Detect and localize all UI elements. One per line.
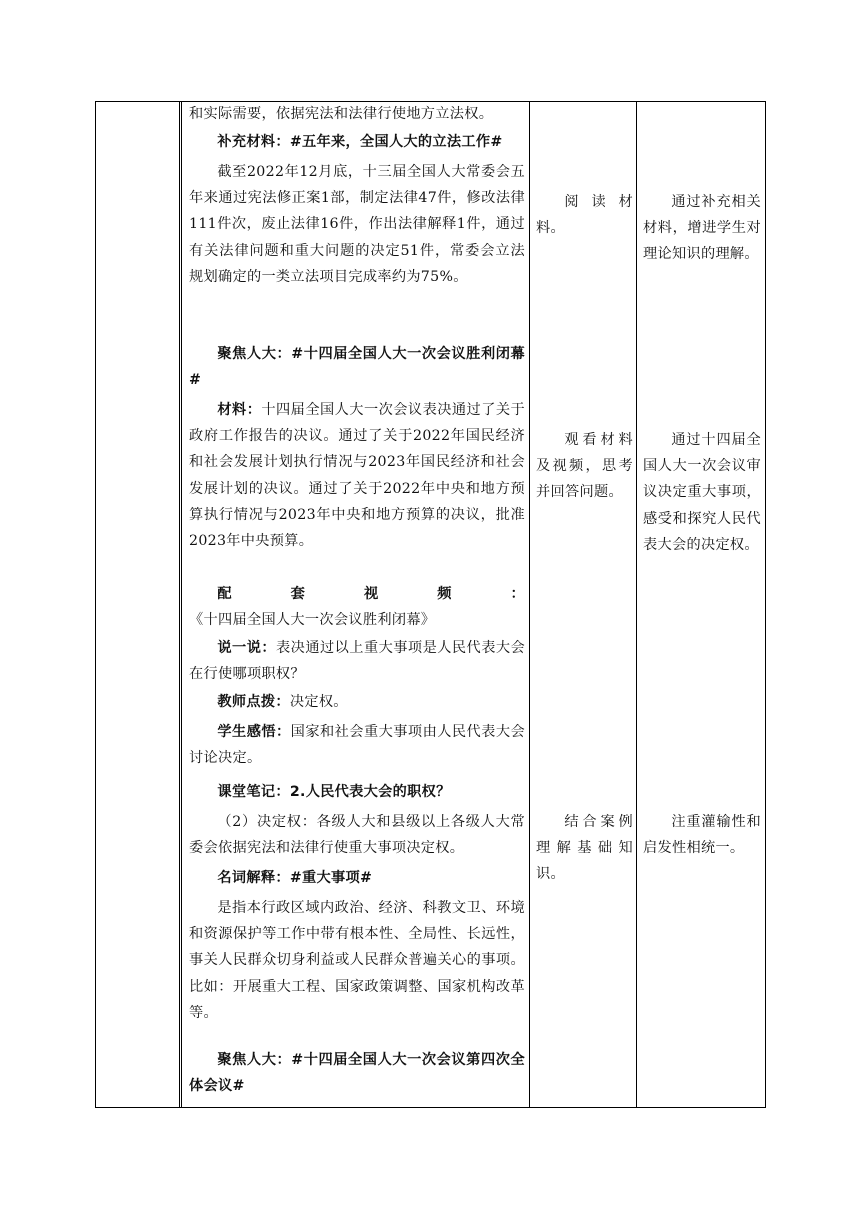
- focus-heading-2: 聚焦人大：#十四届全国人大一次会议第四次全体会议#: [189, 1052, 525, 1095]
- focus-heading-1: 聚焦人大：#十四届全国人大一次会议胜利闭幕#: [189, 346, 525, 389]
- activity-3: 结合案例理解基础知识。: [536, 814, 633, 883]
- table-bottom-border: [95, 1107, 766, 1108]
- student-insight-label: 学生感悟：: [217, 724, 291, 740]
- design-1: 通过补充相关材料，增进学生对理论知识的理解。: [643, 194, 761, 263]
- material-paragraph: [189, 397, 525, 554]
- table-border-right: [765, 101, 766, 1108]
- activity-2: 观看材料及视频，思考并回答问题。: [536, 432, 633, 501]
- material-text: 十四届全国人大一次会议表决通过了关于政府工作报告的决议。通过了关于2022年国民经济和社会发展计划执行情况与2023年国民经济和社会发展计划的决议。通过了关于2022年中央和地方预算执行情况与2023年中央和地方预算的决议，批准2023年中央预算。: [189, 402, 525, 550]
- supplement-heading: 补充材料：#五年来，全国人大的立法工作#: [217, 134, 503, 150]
- term-definition: 是指本行政区域内政治、经济、科教文卫、环境和资源保护等工作中带有根本性、全局性、长远性，事关人民群众切身利益或人民群众普遍关心的事项。比如：开展重大工程、国家政策调整、国家机构改革等。: [189, 900, 525, 1021]
- student-insight-paragraph: [189, 719, 525, 771]
- video-label: 配套视频：: [217, 586, 525, 602]
- decision-power-text: （2）决定权：各级人大和县级以上各级人大常委会依据宪法和法律行使重大事项决定权。: [189, 814, 525, 857]
- design-2: 通过十四届全国人大一次会议审议决定重大事项，感受和探究人民代表大会的决定权。: [643, 432, 761, 553]
- teacher-tip-text: 决定权。: [289, 694, 348, 710]
- discussion-paragraph: [189, 635, 525, 687]
- table-divider-1b: [181, 101, 182, 1108]
- class-notes-heading: 课堂笔记：2.人民代表大会的职权？: [217, 784, 451, 800]
- discussion-label: 说一说：: [217, 640, 277, 656]
- text-p0: 和实际需要，依据宪法和法律行使地方立法权。: [189, 106, 494, 122]
- table-border-left: [95, 101, 96, 1108]
- legislation-stats: 截至2022年12月底，十三届全国人大常委会五年来通过宪法修正案1部，制定法律47件，修改法律111件次，废止法律16件，作出法律解释1件，通过有关法律问题和重大问题的决定51件，常委会立法规划确定的一类立法项目完成率约为75%。: [189, 164, 525, 285]
- teacher-tip-paragraph: [189, 689, 525, 715]
- video-title: 《十四届全国人大一次会议胜利闭幕》: [189, 612, 436, 629]
- design-3: 注重灌输性和启发性相统一。: [643, 814, 761, 857]
- activity-1: 阅读材料。: [536, 194, 633, 237]
- term-heading: 名词解释：#重大事项#: [217, 870, 373, 886]
- discussion-text: 表决通过以上重大事项是人民代表大会在行使哪项职权？: [189, 640, 525, 683]
- table-divider-2: [529, 101, 530, 1108]
- student-insight-text: 国家和社会重大事项由人民代表大会讨论决定。: [189, 724, 525, 767]
- table-divider-3: [636, 101, 637, 1108]
- video-paragraph: [189, 581, 525, 633]
- teacher-tip-label: 教师点拨：: [217, 694, 290, 710]
- material-label: 材料：: [217, 402, 262, 418]
- table-divider-1: [179, 101, 180, 1108]
